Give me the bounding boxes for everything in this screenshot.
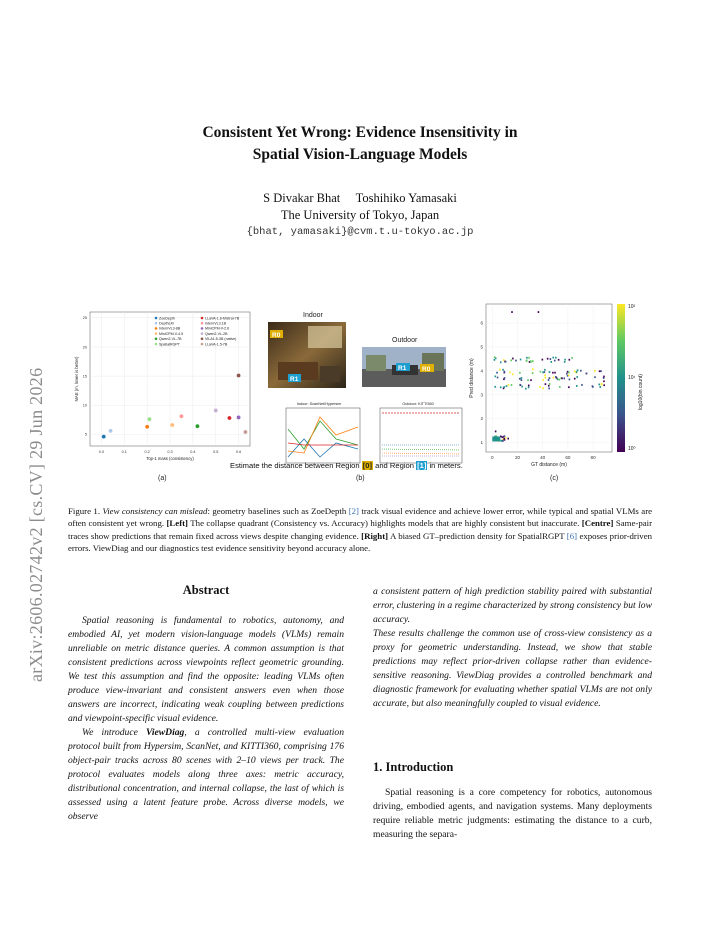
density-cell xyxy=(538,311,540,313)
abstract-p4: These results challenge the common use of cross-view consistency as a proxy for geometric understanding. Instead, we show that stable predictions may reflect prior-driven collapse rather than evidence-sensitive reasoning. ViewDiag provides a controlled benchmark and diagnostic framework for evaluating whether spatial VLMs are not only accurate, but also meaningfully coupled to visual evidence. xyxy=(373,628,652,709)
density-cell xyxy=(603,384,605,386)
legend-entry: MiniCPM-V-4.5 xyxy=(159,331,184,336)
density-cell xyxy=(555,357,557,359)
data-point xyxy=(237,374,241,378)
abstract-heading: Abstract xyxy=(182,583,230,597)
density-cell xyxy=(511,384,513,386)
density-cell xyxy=(554,360,556,362)
density-cell xyxy=(559,386,561,388)
density-cell xyxy=(552,357,554,359)
density-cell xyxy=(519,378,521,380)
caption-label: Figure 1. xyxy=(68,506,101,516)
x-tick-label: 20 xyxy=(514,455,521,460)
density-cell xyxy=(504,377,506,379)
density-cell xyxy=(492,436,500,441)
density-cell xyxy=(542,359,544,361)
legend-entry: LLaVA-1.6-Mistral-7B xyxy=(205,316,240,321)
density-cell xyxy=(521,377,523,379)
y-tick-label: 5 xyxy=(480,344,483,350)
abstract-p3: a consistent pattern of high prediction stability paired with substantial error, clustering in a regime characterized by strong consistency but low accuracy. xyxy=(373,586,652,625)
y-tick-label: 15 xyxy=(82,374,87,379)
x-tick-label: 60 xyxy=(565,455,571,460)
density-cell xyxy=(569,379,571,381)
y-axis-label: Pred distance (m) xyxy=(469,358,475,398)
query-r1: [1] xyxy=(417,461,427,470)
outdoor-r1-text: R1 xyxy=(398,365,407,372)
query-mid: and Region xyxy=(373,461,417,470)
legend-marker xyxy=(201,317,204,320)
density-cell xyxy=(561,377,563,379)
density-cell xyxy=(558,359,560,361)
legend-marker xyxy=(155,332,158,335)
density-cell xyxy=(528,387,530,389)
density-cell xyxy=(495,431,497,433)
abstract-right xyxy=(373,585,652,711)
y-axis-label: MAE (m, lower is better) xyxy=(74,356,79,402)
legend-entry: InternVL3.1B xyxy=(205,321,226,326)
author-email: {bhat, yamasaki}@cvm.t.u-tokyo.ac.jp xyxy=(246,226,474,238)
caption-text-5: A biased GT–prediction density for SpatialRGPT xyxy=(388,530,567,541)
legend-entry: ZoeDepth xyxy=(159,316,175,321)
density-cell xyxy=(502,440,504,442)
data-point xyxy=(109,429,113,433)
intro-text: Spatial reasoning is a core competency for robotics, autonomous driving, embodied agents, and navigation systems. Many deployments require reliable metric judgments: estimating the distance to a curb, measuring the separa- xyxy=(373,787,652,840)
density-cell xyxy=(521,386,523,388)
abstract-p2a: We introduce xyxy=(82,727,146,738)
authors: S Divakar Bhat Toshihiko Yamasaki xyxy=(263,191,457,205)
density-cell xyxy=(526,357,528,359)
y-tick-label: 10 xyxy=(82,403,87,408)
colorbar-bot: 10⁰ xyxy=(628,446,636,452)
caption-text-1: : geometry baselines such as ZoeDepth xyxy=(207,506,349,516)
legend-marker xyxy=(201,338,204,341)
density-cell xyxy=(568,374,570,376)
panel-c-label: (c) xyxy=(550,475,559,482)
y-tick-label: 25 xyxy=(82,316,87,321)
density-cell xyxy=(499,369,501,371)
legend-entry: Qwen2-VL-7B xyxy=(159,337,182,342)
abstract-p2 xyxy=(68,726,344,824)
density-cell xyxy=(525,388,527,390)
density-cell xyxy=(521,379,523,381)
density-cell xyxy=(494,356,496,358)
data-point xyxy=(244,430,248,434)
author-block xyxy=(0,190,720,224)
density-cell xyxy=(505,437,507,439)
density-cell xyxy=(506,385,508,387)
panel-a-label: (a) xyxy=(158,475,167,482)
density-cell xyxy=(527,379,529,381)
x-tick-label: 0.2 xyxy=(144,450,150,454)
colorbar xyxy=(617,304,625,452)
density-cell xyxy=(528,385,530,387)
density-cell xyxy=(563,377,565,379)
y-tick-label: 3 xyxy=(480,392,483,398)
density-cell xyxy=(501,440,503,442)
density-cell xyxy=(509,371,511,373)
density-cell xyxy=(548,379,550,381)
x-axis-label: Top-1 mass (consistency) xyxy=(146,456,194,461)
density-cell xyxy=(530,360,532,362)
density-cell xyxy=(510,359,512,361)
density-cell xyxy=(519,384,521,386)
density-cell xyxy=(552,372,554,374)
data-point xyxy=(180,414,184,418)
x-tick-label: 0.3 xyxy=(167,450,173,454)
x-tick-label: 0.4 xyxy=(190,450,196,454)
affiliation: The University of Tokyo, Japan xyxy=(280,208,440,222)
caption-italic: View consistency can mislead xyxy=(102,506,208,516)
indoor-r0-text: R0 xyxy=(272,332,281,339)
panel-c-heatmap xyxy=(464,296,614,468)
density-cell xyxy=(599,386,601,388)
density-cell xyxy=(503,438,505,440)
density-cell xyxy=(532,372,534,374)
density-cell xyxy=(544,374,546,376)
density-cell xyxy=(542,371,544,373)
density-cell xyxy=(502,369,504,371)
data-point xyxy=(228,416,232,420)
density-cell xyxy=(542,379,544,381)
caption-text-4: Same-pair traces show predictions that remain fixed across views despite changing evidence. xyxy=(68,518,652,541)
indoor-r1-text: R1 xyxy=(290,376,299,383)
y-tick-label: 1 xyxy=(480,440,483,446)
density-cell xyxy=(600,370,602,372)
x-tick-label: 0.5 xyxy=(213,450,219,454)
density-cell xyxy=(508,384,510,386)
trace-outdoor-title: Outdoor: KITTI360 xyxy=(402,402,434,406)
title-line-1: Consistent Yet Wrong: Evidence Insensitivity in xyxy=(202,124,518,141)
citation-spatialrgpt[interactable]: [6] xyxy=(566,530,578,541)
legend-entry: MiniCPM-V-2.6 xyxy=(205,326,230,331)
density-cell xyxy=(577,369,579,371)
figure-caption xyxy=(68,505,652,555)
density-cell xyxy=(519,372,521,374)
density-cell xyxy=(545,377,547,379)
caption-centre: [Centre] xyxy=(581,518,614,529)
legend-marker xyxy=(155,317,158,320)
x-tick-label: 80 xyxy=(590,455,596,460)
density-cell xyxy=(545,383,547,385)
panel-a-scatter xyxy=(68,296,258,466)
colorbar-top: 10² xyxy=(628,304,636,310)
density-cell xyxy=(603,376,605,378)
legend-entry: LLaVA-1.5-7B xyxy=(205,342,228,347)
citation-zoedepth[interactable]: [2] xyxy=(348,506,359,516)
density-cell xyxy=(507,438,509,440)
legend-entry: SpatialRGPT xyxy=(159,342,180,347)
density-cell xyxy=(505,361,507,363)
query-r0: [0] xyxy=(362,461,372,470)
panel-b-label: (b) xyxy=(356,475,365,482)
density-cell xyxy=(500,386,502,388)
x-tick-label: 0 xyxy=(491,455,494,460)
density-cell xyxy=(571,357,573,359)
arxiv-stamp xyxy=(18,262,44,682)
density-cell xyxy=(500,361,502,363)
legend-marker xyxy=(155,322,158,325)
title-line-2: Spatial Vision-Language Models xyxy=(252,146,468,163)
legend-marker xyxy=(155,327,158,330)
density-cell xyxy=(558,379,560,381)
density-cell xyxy=(526,360,528,362)
caption-text-2: track visual evidence and achieve lower error, while typical and spatial VLMs are often consistent yet wrong. xyxy=(68,506,653,529)
density-cell xyxy=(550,358,552,360)
abstract-p1: Spatial reasoning is fundamental to robotics, autonomy, and embodied AI, yet modern vision-language models (VLMs) remain unreliable on metric distance queries. A common assumption is that consistent predictions across viewpoints reflect geometric grounding. We test this assumption and find the opposite: leading VLMs often produce view-invariant and consistent answers even when those answers are incorrect, indicating weak coupling between predictions and viewpoint-specific visual evidence. xyxy=(68,615,344,724)
density-cell xyxy=(497,377,499,379)
legend-marker xyxy=(201,327,204,330)
caption-text-6: exposes prior-driven errors. ViewDiag and our diagnostics test evidence sensitivity beyond accuracy alone. xyxy=(68,530,652,554)
legend-entry: DepthLM xyxy=(159,321,174,326)
density-cell xyxy=(598,384,600,386)
density-cell xyxy=(574,370,576,372)
density-cell xyxy=(569,359,571,361)
density-cell xyxy=(586,373,588,375)
query-text xyxy=(230,461,463,470)
density-cell xyxy=(540,371,542,373)
caption-right: [Right] xyxy=(361,530,389,541)
density-cell xyxy=(553,377,555,379)
paper-title xyxy=(0,122,720,166)
data-point xyxy=(196,424,200,428)
query-prefix: Estimate the distance between Region xyxy=(230,461,362,470)
legend-marker xyxy=(155,338,158,341)
intro-heading: 1. Introduction xyxy=(373,760,454,774)
density-cell xyxy=(494,375,496,377)
legend-marker xyxy=(155,343,158,346)
density-cell xyxy=(555,376,557,378)
density-cell xyxy=(530,379,532,381)
legend-marker xyxy=(201,343,204,346)
density-cell xyxy=(528,357,530,359)
density-cell xyxy=(549,371,551,373)
x-tick-label: 40 xyxy=(540,455,546,460)
density-cell xyxy=(542,387,544,389)
outdoor-r0-text: R0 xyxy=(422,366,431,373)
viewdiag-name: ViewDiag xyxy=(145,727,185,738)
data-point xyxy=(102,435,106,439)
colorbar-mid: 10¹ xyxy=(628,375,636,381)
query-suffix: in meters. xyxy=(427,461,463,470)
x-tick-label: 0.1 xyxy=(121,450,127,454)
density-cell xyxy=(581,384,583,386)
y-tick-label: 6 xyxy=(480,320,483,326)
density-cell xyxy=(494,359,496,361)
density-cell xyxy=(494,386,496,388)
density-cell xyxy=(576,385,578,387)
density-cell xyxy=(599,370,601,372)
caption-left: [Left] xyxy=(166,518,188,529)
y-tick-label: 20 xyxy=(82,345,87,350)
data-point xyxy=(145,425,149,429)
density-cell xyxy=(544,369,546,371)
density-cell xyxy=(564,359,566,361)
density-cell xyxy=(548,385,550,387)
density-cell xyxy=(504,371,506,373)
density-cell xyxy=(539,386,541,388)
density-cell xyxy=(532,360,534,362)
density-cell xyxy=(520,359,522,361)
density-cell xyxy=(532,368,534,370)
x-tick-label: 0.6 xyxy=(235,450,242,454)
density-cell xyxy=(594,376,596,378)
density-cell xyxy=(580,370,582,372)
y-tick-label: 5 xyxy=(84,432,87,437)
density-cell xyxy=(548,388,550,390)
density-cell xyxy=(576,376,578,378)
density-cell xyxy=(503,386,505,388)
density-cell xyxy=(594,370,596,372)
density-cell xyxy=(511,311,513,313)
density-cell xyxy=(496,372,498,374)
abstract-p2c: , a controlled multi-view evaluation protocol built from Hypersim, ScanNet, and KITTI360, comprising 176 object-pair tracks across 80 scenes with 2–10 views per track. The protocol evaluates models along three axes: metric accuracy, distributional concentration, and internal collapse, the last of which is assessed using a latent feature probe. Across diverse models, we observe xyxy=(68,727,344,822)
density-cell xyxy=(603,380,605,382)
caption-text-3: The collapse quadrant (Consistency vs. Accuracy) highlights models that are highly consistent but inaccurate. xyxy=(188,518,582,529)
density-cell xyxy=(576,371,578,373)
colorbar-label: log10(bin count) xyxy=(638,374,644,410)
trace-indoor-title: Indoor: ScanNet/Hypersim xyxy=(296,402,342,406)
density-cell xyxy=(568,372,570,374)
data-point xyxy=(170,423,174,427)
figure-1 xyxy=(68,296,652,494)
data-point xyxy=(214,409,218,413)
legend-marker xyxy=(201,322,204,325)
data-point xyxy=(237,416,241,420)
indoor-label: Indoor xyxy=(303,312,323,319)
abstract-left xyxy=(68,614,344,824)
data-point xyxy=(148,417,152,421)
panel-b xyxy=(266,306,486,476)
density-cell xyxy=(601,384,603,386)
density-cell xyxy=(566,373,568,375)
arxiv-id: arXiv:2606.02742v2 [cs.CV] 29 Jun 2026 xyxy=(26,367,46,682)
density-cell xyxy=(564,361,566,363)
density-cell xyxy=(502,436,504,438)
outdoor-label: Outdoor xyxy=(392,337,418,344)
density-cell xyxy=(547,358,549,360)
outdoor-photo xyxy=(362,347,446,387)
density-cell xyxy=(574,378,576,380)
density-cell xyxy=(549,377,551,379)
indoor-photo xyxy=(268,322,346,388)
density-cell xyxy=(549,383,551,385)
y-tick-label: 2 xyxy=(480,416,483,422)
legend-marker xyxy=(201,332,204,335)
x-axis-label: GT distance (m) xyxy=(531,462,567,468)
legend-entry: Qwen2-VL-2B xyxy=(205,331,228,336)
density-cell xyxy=(592,386,594,388)
legend-entry: VILA1.5-3B (native) xyxy=(205,337,237,342)
density-cell xyxy=(512,373,514,375)
density-cell xyxy=(554,372,556,374)
colorbar-label-wrap xyxy=(638,346,646,416)
legend-entry: InternVL3-8B xyxy=(159,326,181,331)
density-cell xyxy=(512,358,514,360)
density-cell xyxy=(515,360,517,362)
y-tick-label: 4 xyxy=(480,368,483,374)
x-tick-label: 0.0 xyxy=(98,450,105,454)
density-cell xyxy=(550,361,552,363)
density-cell xyxy=(557,378,559,380)
density-cell xyxy=(504,435,506,437)
density-cell xyxy=(568,386,570,388)
